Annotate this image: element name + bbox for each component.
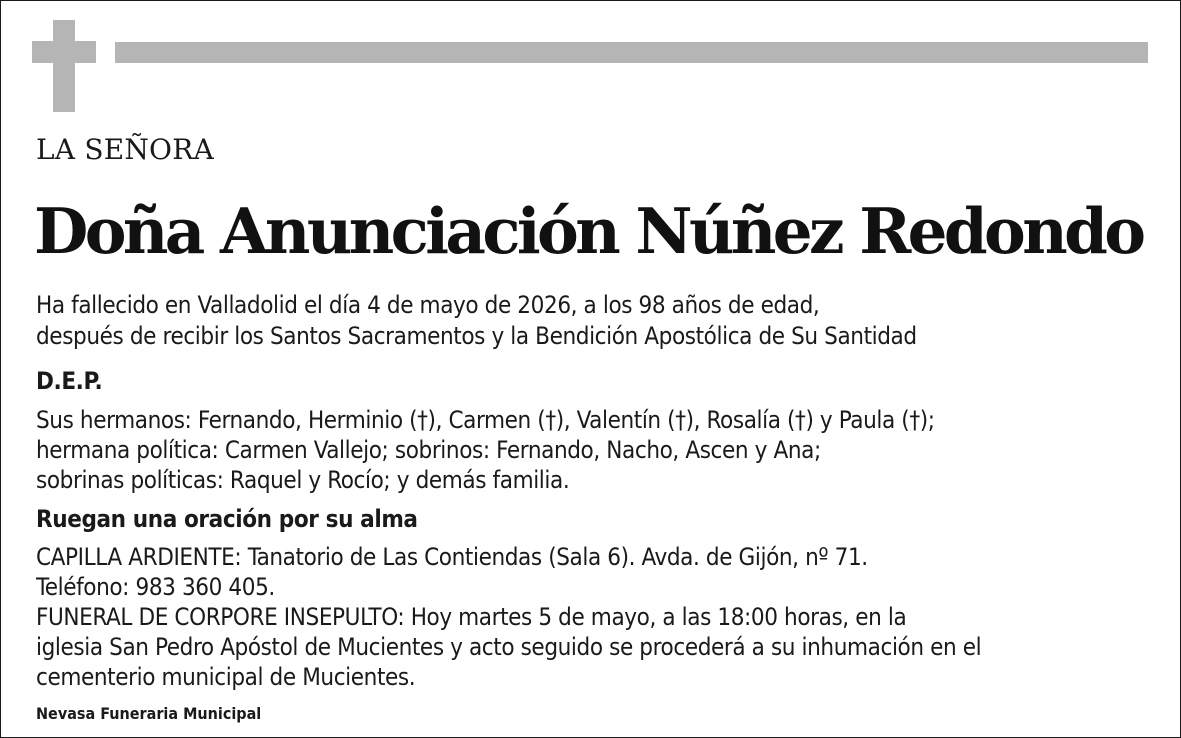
family-line: hermana política: Carmen Vallejo; sobrinos: Fernando, Nacho, Ascen y Ana; <box>36 436 821 464</box>
deceased-name: Doña Anunciación Núñez Redondo <box>34 194 1143 268</box>
details-line: iglesia San Pedro Apóstol de Mucientes y acto seguido se procederá a su inhumación en el <box>36 633 982 661</box>
family-line: sobrinas políticas: Raquel y Rocío; y demás familia. <box>36 466 570 494</box>
family-line: Sus hermanos: Fernando, Herminio (†), Carmen (†), Valentín (†), Rosalía (†) y Paula (†); <box>36 406 935 434</box>
details-line: Teléfono: 983 360 405. <box>36 573 275 601</box>
death-notice-line: después de recibir los Santos Sacramentos y la Bendición Apostólica de Su Santidad <box>36 322 917 350</box>
details-line: cementerio municipal de Mucientes. <box>36 663 416 691</box>
funeral-home: Nevasa Funeraria Municipal <box>36 704 262 723</box>
details-line: FUNERAL DE CORPORE INSEPULTO: Hoy martes 5 de mayo, a las 18:00 horas, en la <box>36 603 907 631</box>
header-rule <box>115 42 1148 63</box>
cross-vertical-bar <box>53 20 75 112</box>
cross-horizontal-bar <box>32 41 96 63</box>
prayer-request: Ruegan una oración por su alma <box>36 505 418 533</box>
dep-label: D.E.P. <box>36 367 103 395</box>
details-line: CAPILLA ARDIENTE: Tanatorio de Las Contiendas (Sala 6). Avda. de Gijón, nº 71. <box>36 543 868 571</box>
salutation: LA SEÑORA <box>36 133 214 166</box>
death-notice-line: Ha fallecido en Valladolid el día 4 de mayo de 2026, a los 98 años de edad, <box>36 291 820 319</box>
